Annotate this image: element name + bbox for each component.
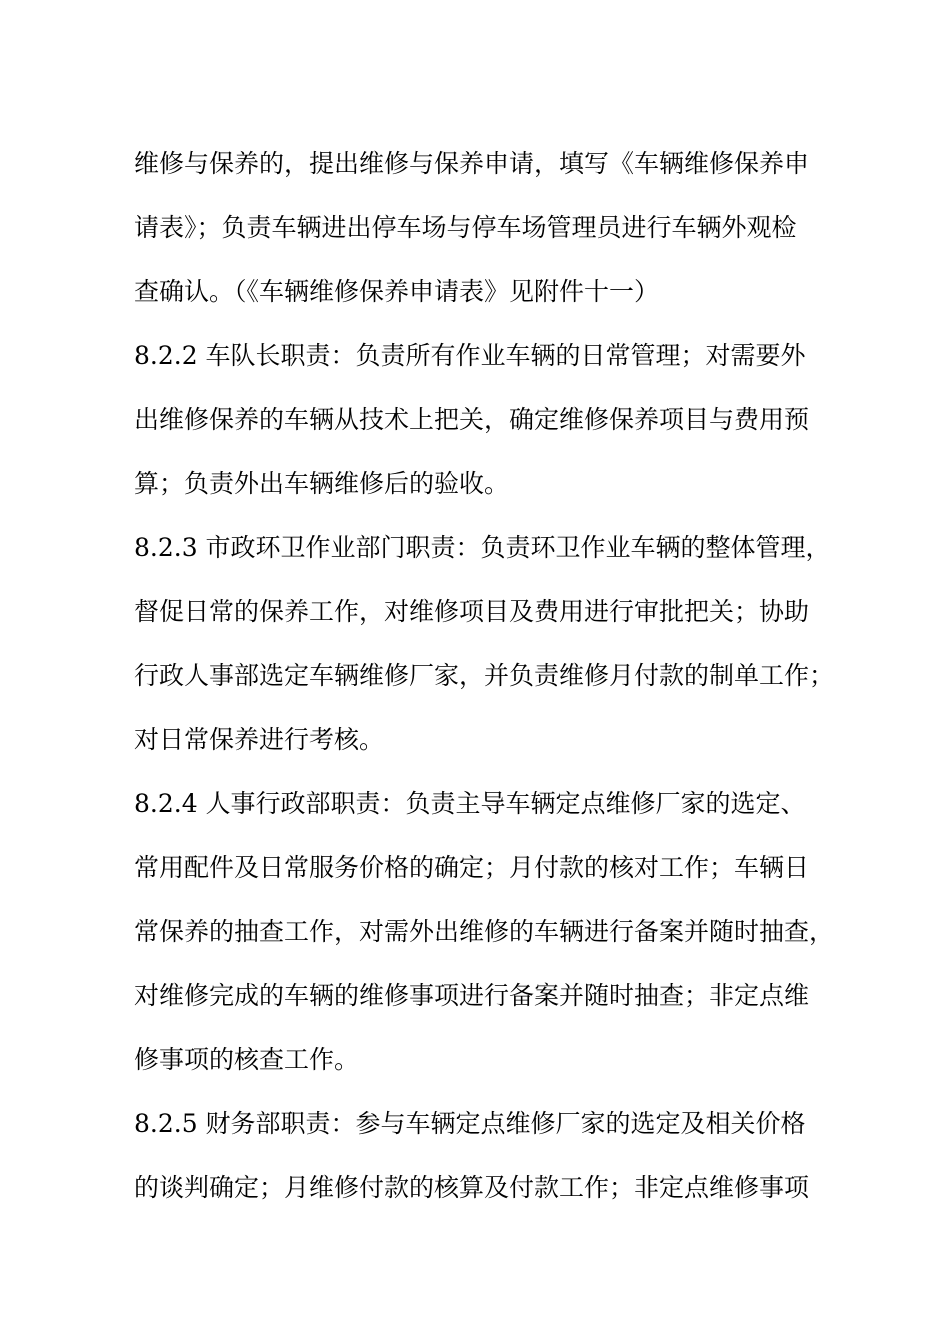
text-line-3: 查确认。（《车辆维修保养申请表》见附件十一）	[134, 277, 660, 306]
text-line-8: 督促日常的保养工作，对维修项目及费用进行审批把关；协助	[134, 597, 810, 626]
text-line-1: 维修与保养的，提出维修与保养申请，填写《车辆维修保养申	[134, 149, 810, 178]
section-8-2-3-heading-line: 8.2.3 市政环卫作业部门职责：负责环卫作业车辆的整体管理，	[134, 533, 831, 562]
text-line-13: 常保养的抽查工作，对需外出维修的车辆进行备案并随时抽查，	[134, 917, 835, 946]
text-line-17: 的谈判确定；月维修付款的核算及付款工作；非定点维修事项	[134, 1173, 810, 1202]
text-line-2: 请表》；负责车辆进出停车场与停车场管理员进行车辆外观检	[134, 213, 797, 242]
section-8-2-4-heading-line: 8.2.4 人事行政部职责：负责主导车辆定点维修厂家的选定、	[134, 789, 806, 818]
text-line-10: 对日常保养进行考核。	[134, 725, 385, 754]
text-line-15: 修事项的核查工作。	[134, 1045, 360, 1074]
text-line-9: 行政人事部选定车辆维修厂家，并负责维修月付款的制单工作；	[134, 661, 835, 690]
section-8-2-5-heading-line: 8.2.5 财务部职责：参与车辆定点维修厂家的选定及相关价格	[134, 1109, 806, 1138]
text-line-12: 常用配件及日常服务价格的确定；月付款的核对工作；车辆日	[134, 853, 810, 882]
text-line-6: 算；负责外出车辆维修后的验收。	[134, 469, 510, 498]
section-8-2-2-heading-line: 8.2.2 车队长职责：负责所有作业车辆的日常管理；对需要外	[134, 341, 806, 370]
text-line-14: 对维修完成的车辆的维修事项进行备案并随时抽查；非定点维	[134, 981, 810, 1010]
text-line-5: 出维修保养的车辆从技术上把关，确定维修保养项目与费用预	[134, 405, 810, 434]
